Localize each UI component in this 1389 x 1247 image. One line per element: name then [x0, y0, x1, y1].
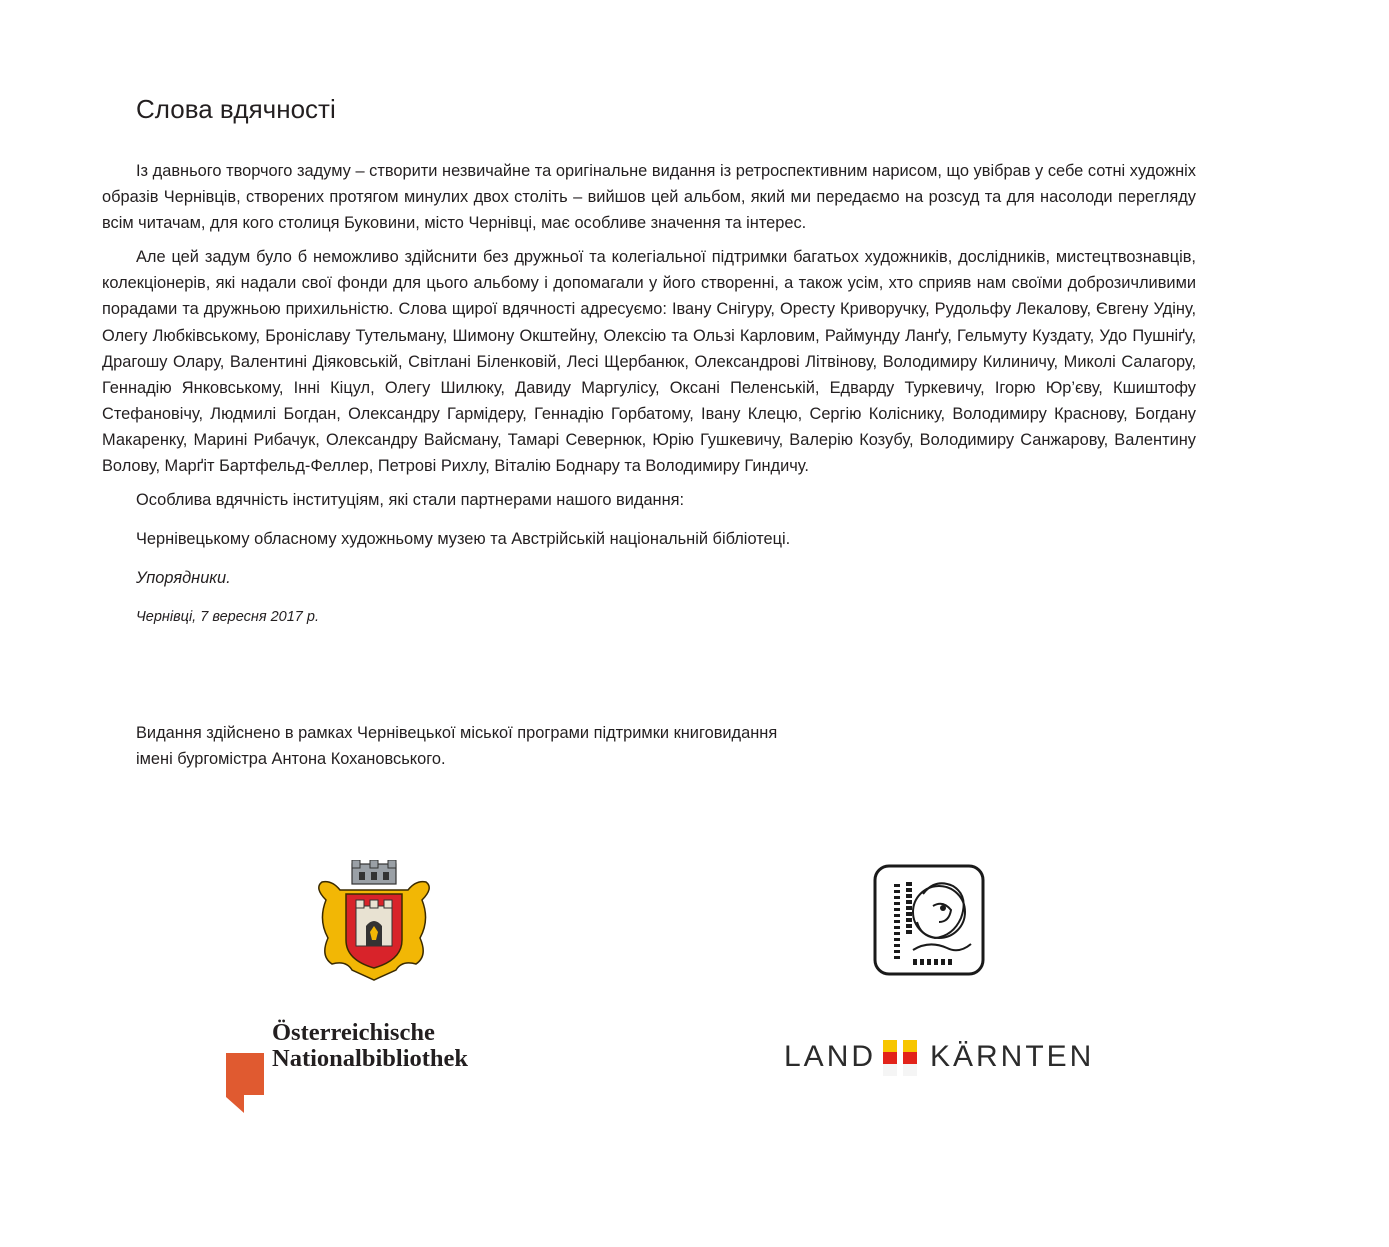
- onb-wordmark: [272, 1020, 468, 1072]
- date-line: Чернівці, 7 вересня 2017 р.: [136, 609, 319, 626]
- chernivtsi-coat-of-arms-icon: [312, 860, 436, 982]
- signature: Упорядники.: [136, 569, 231, 588]
- acknowledgements-body: [102, 158, 1196, 644]
- onb-logo: [226, 1020, 526, 1114]
- institutions-intro: Особлива вдячність інституціям, які стали партнерами нашого видання:: [136, 491, 685, 510]
- onb-line-1: Österreichische: [272, 1019, 435, 1046]
- program-note-line-1: Видання здійснено в рамках Чернівецької міської програми підтримки книговидання: [136, 724, 778, 742]
- paragraph-intro: Із давнього творчого задуму – створити незвичайне та оригінальне видання із ретроспективним нарисом, що увібрав у себе сотні художніх образів Чернівців, створених протягом минулих двох століть – вийшов цей альбом, який ми передаємо на розсуд та для насолоди перегляду всім читачам, для кого столиця Буковини, місто Чернівці, має особливе значення та інтерес.: [102, 162, 1196, 233]
- institutions-list: Чернівецькому обласному художньому музею та Австрійській національній бібліотеці.: [136, 530, 791, 549]
- program-note: [136, 720, 896, 772]
- land-word: LAND: [784, 1040, 877, 1073]
- land-karnten-logo: [784, 1040, 1095, 1080]
- carinthia-flag-icon: [883, 1040, 917, 1076]
- chernivtsi-art-museum-logo-icon: [873, 864, 985, 976]
- onb-line-2: Nationalbibliothek: [272, 1045, 469, 1072]
- karnten-word: KÄRNTEN: [930, 1040, 1095, 1073]
- onb-mark-icon: [226, 1053, 264, 1113]
- paragraph-thanks: Але цей задум було б неможливо здійснити без дружньої та колегіальної підтримки багатьох художників, дослідників, мистецтвознавців, колекціонерів, які надали свої фонди для цього альбому і допомагали у його створенні, а також усім, хто сприяв нам своїми доброзичливими порадами та дружньою прихильністю. Слова щирої вдячності адресуємо: Івану Снігуру, Оресту Криворучку, Рудольфу Лекалову, Євгену Удіну, Олегу Любківському, Броніславу Тутельману, Шимону Окштейну, Олексію та Ользі Карловим, Раймунду Ланґу, Гельмуту Куздату, Удо Пушніґу, Драгошу Олару, Валентині Діяковській, Світлані Біленковій, Лесі Щербанюк, Олександрові Літвінову, Володимиру Килиничу, Миколі Салагору, Геннадію Янковському, Інні Кіцул, Олегу Шилюку, Давиду Маргулісу, Оксані Пеленській, Едварду Туркевичу, Ігорю Юр’єву, Кшиштофу Стефановічу, Людмилі Богдан, Олександру Гармідеру, Геннадію Горбатому, Івану Клецю, Сергію Коліснику, Володимиру Краснову, Богдану Макаренку, Марині Рибачук, Олександру Вайсману, Тамарі Севернюк, Юрію Гушкевичу, Валерію Козубу, Володимиру Санжарову, Валентину Волову, Марґіт Бартфельд-Феллер, Петрові Рихлу, Віталію Боднару та Володимиру Гиндичу.: [102, 248, 1196, 476]
- page-title: Слова вдячності: [136, 94, 336, 124]
- program-note-line-2: імені бургомістра Антона Кохановського.: [136, 750, 446, 768]
